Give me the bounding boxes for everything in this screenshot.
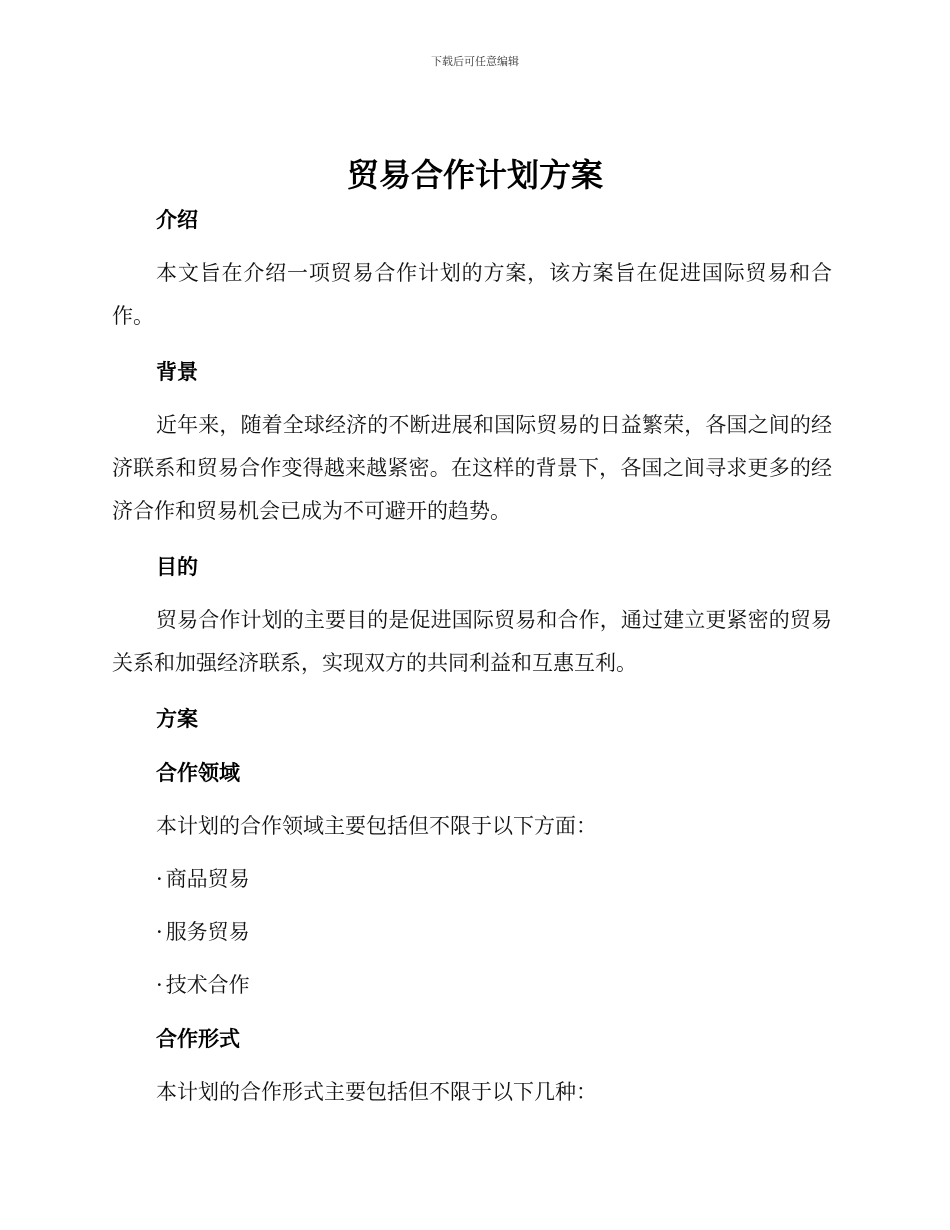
list-item-text: 商品贸易 xyxy=(165,867,250,891)
paragraph-areas: 本计划的合作领域主要包括但不限于以下方面： xyxy=(156,814,597,838)
section-heading-forms: 合作形式 xyxy=(156,1027,240,1051)
header-note: 下载后可任意编辑 xyxy=(431,55,519,68)
document-title: 贸易合作计划方案 xyxy=(346,156,603,194)
list-item-text: 技术合作 xyxy=(165,973,250,997)
list-item xyxy=(112,858,832,901)
paragraph-intro: 本文旨在介绍一项贸易合作计划的方案，该方案旨在促进国际贸易和合作。 xyxy=(112,261,832,328)
paragraph-purpose: 贸易合作计划的主要目的是促进国际贸易和合作，通过建立更紧密的贸易关系和加强经济联系，实现双方的共同利益和互惠互利。 xyxy=(112,608,832,675)
document-body xyxy=(112,198,832,1114)
section-heading-purpose: 目的 xyxy=(156,555,198,579)
section-heading-intro: 介绍 xyxy=(156,208,198,232)
section-heading-areas: 合作领域 xyxy=(156,761,240,785)
paragraph-forms: 本计划的合作形式主要包括但不限于以下几种： xyxy=(156,1080,597,1104)
bullet-symbol: · xyxy=(156,973,163,997)
list-item xyxy=(112,911,832,954)
section-heading-background: 背景 xyxy=(156,360,198,384)
section-heading-plan: 方案 xyxy=(156,707,198,731)
bullet-symbol: · xyxy=(156,920,163,944)
paragraph-background: 近年来，随着全球经济的不断进展和国际贸易的日益繁荣，各国之间的经济联系和贸易合作变得越来越紧密。在这样的背景下，各国之间寻求更多的经济合作和贸易机会已成为不可避开的趋势。 xyxy=(112,413,832,523)
list-item xyxy=(112,964,832,1007)
bullet-symbol: · xyxy=(156,867,163,891)
list-item-text: 服务贸易 xyxy=(165,920,250,944)
